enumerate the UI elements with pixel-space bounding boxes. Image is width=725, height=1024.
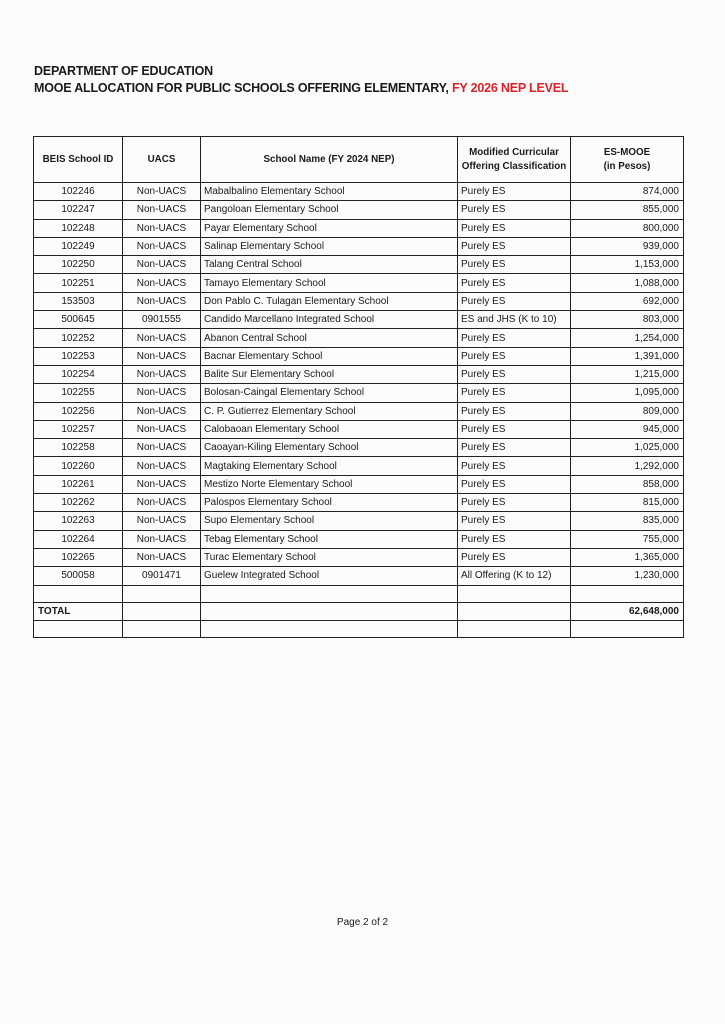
es-mooe-cell: 874,000 — [571, 183, 684, 201]
school-name-cell: Don Pablo C. Tulagan Elementary School — [201, 292, 458, 310]
mooe-header-line2: (in Pesos) — [603, 160, 651, 172]
classification-cell: ES and JHS (K to 10) — [458, 311, 571, 329]
table-row — [34, 494, 684, 512]
column-header-classification — [458, 137, 571, 183]
school-id-cell: 102254 — [34, 365, 123, 383]
uacs-cell: Non-UACS — [123, 201, 201, 219]
report-title — [34, 80, 568, 97]
es-mooe-cell: 1,153,000 — [571, 256, 684, 274]
column-header-school-name: School Name (FY 2024 NEP) — [201, 137, 458, 183]
classification-cell: Purely ES — [458, 512, 571, 530]
es-mooe-cell: 755,000 — [571, 530, 684, 548]
es-mooe-cell: 835,000 — [571, 512, 684, 530]
school-id-cell: 102258 — [34, 439, 123, 457]
school-name-cell: Salinap Elementary School — [201, 237, 458, 255]
classification-cell: Purely ES — [458, 183, 571, 201]
school-name-cell: Balite Sur Elementary School — [201, 365, 458, 383]
school-id-cell: 102260 — [34, 457, 123, 475]
table-row — [34, 183, 684, 201]
classification-header-line2: Offering Classification — [461, 160, 567, 172]
classification-cell: Purely ES — [458, 256, 571, 274]
es-mooe-cell: 1,391,000 — [571, 347, 684, 365]
uacs-cell: Non-UACS — [123, 530, 201, 548]
total-row — [34, 602, 684, 620]
report-title-text: MOOE ALLOCATION FOR PUBLIC SCHOOLS OFFERING ELEMENTARY, — [34, 81, 452, 95]
es-mooe-cell: 858,000 — [571, 475, 684, 493]
school-id-cell: 102249 — [34, 237, 123, 255]
uacs-cell: Non-UACS — [123, 475, 201, 493]
table-row — [34, 530, 684, 548]
school-name-cell: C. P. Gutierrez Elementary School — [201, 402, 458, 420]
classification-cell: Purely ES — [458, 201, 571, 219]
es-mooe-cell: 1,095,000 — [571, 384, 684, 402]
es-mooe-cell: 1,025,000 — [571, 439, 684, 457]
school-id-cell: 102252 — [34, 329, 123, 347]
school-id-cell: 153503 — [34, 292, 123, 310]
uacs-cell: Non-UACS — [123, 219, 201, 237]
table-row — [34, 512, 684, 530]
es-mooe-cell: 809,000 — [571, 402, 684, 420]
uacs-cell: Non-UACS — [123, 183, 201, 201]
table-row — [34, 384, 684, 402]
classification-cell: Purely ES — [458, 475, 571, 493]
school-id-cell: 102250 — [34, 256, 123, 274]
column-header-es-mooe — [571, 137, 684, 183]
table-row — [34, 439, 684, 457]
uacs-cell: Non-UACS — [123, 494, 201, 512]
school-id-cell: 102256 — [34, 402, 123, 420]
table-row — [34, 219, 684, 237]
total-label: TOTAL — [34, 602, 123, 620]
es-mooe-cell: 800,000 — [571, 219, 684, 237]
uacs-cell: Non-UACS — [123, 365, 201, 383]
school-name-cell: Tamayo Elementary School — [201, 274, 458, 292]
school-name-cell: Calobaoan Elementary School — [201, 420, 458, 438]
classification-cell: Purely ES — [458, 274, 571, 292]
table-header-row — [34, 137, 684, 183]
es-mooe-cell: 945,000 — [571, 420, 684, 438]
school-id-cell: 500645 — [34, 311, 123, 329]
school-name-cell: Guelew Integrated School — [201, 567, 458, 585]
school-name-cell: Abanon Central School — [201, 329, 458, 347]
classification-cell: Purely ES — [458, 439, 571, 457]
mooe-header-line1: ES-MOOE — [603, 146, 651, 158]
uacs-cell: Non-UACS — [123, 274, 201, 292]
uacs-cell: Non-UACS — [123, 347, 201, 365]
table-row — [34, 201, 684, 219]
uacs-cell: Non-UACS — [123, 256, 201, 274]
school-name-cell: Mabalbalino Elementary School — [201, 183, 458, 201]
table-row — [34, 256, 684, 274]
classification-cell: All Offering (K to 12) — [458, 567, 571, 585]
table-row — [34, 420, 684, 438]
table-row — [34, 548, 684, 566]
column-header-school-id: BEIS School ID — [34, 137, 123, 183]
school-name-cell: Mestizo Norte Elementary School — [201, 475, 458, 493]
school-id-cell: 102262 — [34, 494, 123, 512]
uacs-cell: Non-UACS — [123, 512, 201, 530]
classification-cell: Purely ES — [458, 494, 571, 512]
table-row — [34, 567, 684, 585]
mooe-allocation-table — [33, 136, 684, 638]
column-header-uacs: UACS — [123, 137, 201, 183]
table-row — [34, 475, 684, 493]
classification-cell: Purely ES — [458, 420, 571, 438]
blank-row — [34, 585, 684, 602]
school-id-cell: 102255 — [34, 384, 123, 402]
uacs-cell: Non-UACS — [123, 292, 201, 310]
es-mooe-cell: 803,000 — [571, 311, 684, 329]
school-name-cell: Payar Elementary School — [201, 219, 458, 237]
uacs-cell: Non-UACS — [123, 384, 201, 402]
es-mooe-cell: 1,215,000 — [571, 365, 684, 383]
classification-cell: Purely ES — [458, 237, 571, 255]
classification-cell: Purely ES — [458, 329, 571, 347]
table-row — [34, 237, 684, 255]
table-row — [34, 274, 684, 292]
classification-cell: Purely ES — [458, 384, 571, 402]
school-id-cell: 102264 — [34, 530, 123, 548]
classification-cell: Purely ES — [458, 457, 571, 475]
blank-row — [34, 620, 684, 637]
school-id-cell: 102247 — [34, 201, 123, 219]
uacs-cell: 0901555 — [123, 311, 201, 329]
school-id-cell: 102251 — [34, 274, 123, 292]
document-header — [34, 63, 568, 97]
department-title: DEPARTMENT OF EDUCATION — [34, 64, 213, 78]
school-id-cell: 102265 — [34, 548, 123, 566]
classification-cell: Purely ES — [458, 219, 571, 237]
classification-cell: Purely ES — [458, 292, 571, 310]
uacs-cell: Non-UACS — [123, 402, 201, 420]
school-name-cell: Pangoloan Elementary School — [201, 201, 458, 219]
school-name-cell: Supo Elementary School — [201, 512, 458, 530]
school-name-cell: Turac Elementary School — [201, 548, 458, 566]
classification-cell: Purely ES — [458, 530, 571, 548]
table-row — [34, 365, 684, 383]
table-row — [34, 311, 684, 329]
school-name-cell: Palospos Elementary School — [201, 494, 458, 512]
table-row — [34, 329, 684, 347]
uacs-cell: Non-UACS — [123, 329, 201, 347]
school-id-cell: 102257 — [34, 420, 123, 438]
school-id-cell: 102248 — [34, 219, 123, 237]
es-mooe-cell: 939,000 — [571, 237, 684, 255]
es-mooe-cell: 1,365,000 — [571, 548, 684, 566]
table-row — [34, 457, 684, 475]
es-mooe-cell: 1,254,000 — [571, 329, 684, 347]
classification-cell: Purely ES — [458, 347, 571, 365]
school-id-cell: 102253 — [34, 347, 123, 365]
school-id-cell: 102263 — [34, 512, 123, 530]
es-mooe-cell: 1,088,000 — [571, 274, 684, 292]
classification-cell: Purely ES — [458, 402, 571, 420]
uacs-cell: Non-UACS — [123, 420, 201, 438]
school-name-cell: Bolosan-Caingal Elementary School — [201, 384, 458, 402]
page-number: Page 2 of 2 — [336, 917, 389, 928]
table-row — [34, 347, 684, 365]
school-id-cell: 102261 — [34, 475, 123, 493]
es-mooe-cell: 692,000 — [571, 292, 684, 310]
es-mooe-cell: 1,230,000 — [571, 567, 684, 585]
school-name-cell: Talang Central School — [201, 256, 458, 274]
uacs-cell: 0901471 — [123, 567, 201, 585]
table-row — [34, 292, 684, 310]
es-mooe-cell: 815,000 — [571, 494, 684, 512]
classification-cell: Purely ES — [458, 548, 571, 566]
total-amount: 62,648,000 — [571, 602, 684, 620]
fiscal-year-label: FY 2026 NEP LEVEL — [451, 81, 569, 95]
school-id-cell: 102246 — [34, 183, 123, 201]
school-name-cell: Tebag Elementary School — [201, 530, 458, 548]
school-name-cell: Caoayan-Kiling Elementary School — [201, 439, 458, 457]
school-name-cell: Candido Marcellano Integrated School — [201, 311, 458, 329]
uacs-cell: Non-UACS — [123, 439, 201, 457]
classification-cell: Purely ES — [458, 365, 571, 383]
school-name-cell: Bacnar Elementary School — [201, 347, 458, 365]
classification-header-line1: Modified Curricular — [469, 146, 559, 158]
school-id-cell: 500058 — [34, 567, 123, 585]
es-mooe-cell: 1,292,000 — [571, 457, 684, 475]
uacs-cell: Non-UACS — [123, 548, 201, 566]
table-row — [34, 402, 684, 420]
school-name-cell: Magtaking Elementary School — [201, 457, 458, 475]
uacs-cell: Non-UACS — [123, 457, 201, 475]
uacs-cell: Non-UACS — [123, 237, 201, 255]
es-mooe-cell: 855,000 — [571, 201, 684, 219]
